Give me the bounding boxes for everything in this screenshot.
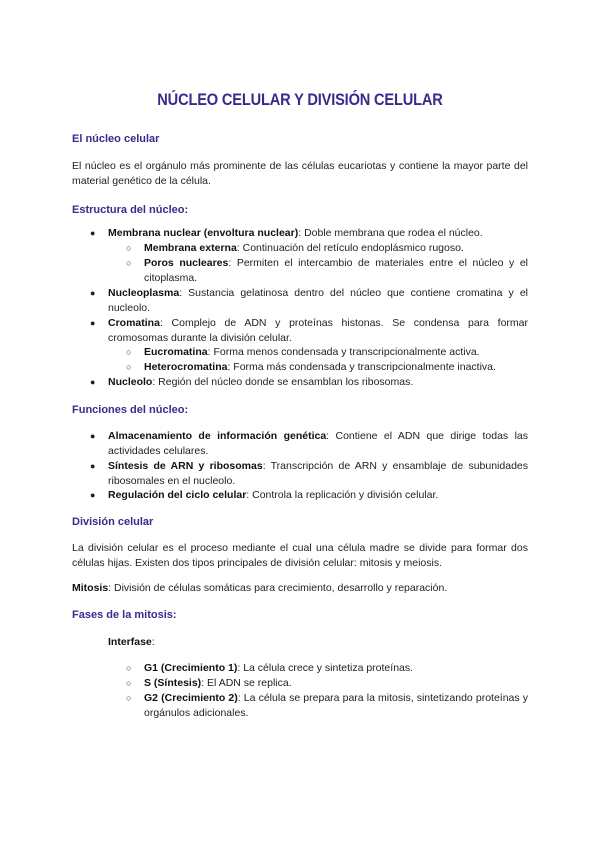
bullet-icon: ● bbox=[90, 288, 96, 298]
bullet-icon: ○ bbox=[126, 362, 132, 372]
description: : Transcripción de ARN y ensamblaje de subunidades ribosomales en el nucleolo. bbox=[108, 460, 528, 487]
page-title: NÚCLEO CELULAR Y DIVISIÓN CELULAR bbox=[157, 90, 443, 109]
term: Membrana nuclear (envoltura nuclear) bbox=[108, 227, 299, 239]
interfase-label: Interfase: bbox=[108, 636, 155, 648]
bullet-icon: ○ bbox=[126, 663, 132, 673]
description: : El ADN se replica. bbox=[201, 677, 292, 689]
paragraph-mitosis bbox=[72, 581, 528, 596]
term: Membrana externa bbox=[144, 242, 237, 254]
heading-funciones: Funciones del núcleo: bbox=[72, 404, 189, 416]
term: Heterocromatina bbox=[144, 361, 228, 373]
term: S (Síntesis) bbox=[144, 677, 202, 689]
description: : Doble membrana que rodea el núcleo. bbox=[298, 227, 483, 239]
term: Almacenamiento de información genética bbox=[108, 430, 327, 442]
paragraph-division: La división celular es el proceso mediante el cual una célula madre se divide para formar dos células hijas. Existen dos tipos principales de división celular: mitosis y meiosis. bbox=[72, 542, 528, 569]
bullet-icon: ● bbox=[90, 377, 96, 387]
term: Poros nucleares bbox=[144, 257, 229, 269]
bullet-icon: ○ bbox=[126, 347, 132, 357]
description: : Permiten el intercambio de materiales entre el núcleo y el citoplasma. bbox=[144, 257, 528, 284]
bullet-icon: ● bbox=[90, 461, 96, 471]
heading-nucleo: El núcleo celular bbox=[72, 133, 160, 145]
heading-estructura: Estructura del núcleo: bbox=[72, 204, 189, 216]
term: Nucleoplasma bbox=[108, 287, 180, 299]
bullet-icon: ● bbox=[90, 318, 96, 328]
paragraph-nucleo: El núcleo es el orgánulo más prominente de las células eucariotas y contiene la mayor parte del material genético de la célula. bbox=[72, 160, 528, 187]
bullet-icon: ○ bbox=[126, 243, 132, 253]
term: G1 (Crecimiento 1) bbox=[144, 662, 238, 674]
heading-division: División celular bbox=[72, 516, 154, 528]
term: Mitosis bbox=[72, 582, 109, 594]
term: Eucromatina bbox=[144, 346, 208, 358]
description: : Sustancia gelatinosa dentro del núcleo que contiene cromatina y el nucleolo. bbox=[108, 287, 528, 314]
description: : Región del núcleo donde se ensamblan los ribosomas. bbox=[152, 376, 414, 388]
description: : División de células somáticas para crecimiento, desarrollo y reparación. bbox=[108, 582, 448, 594]
description: : Controla la replicación y división celular. bbox=[246, 489, 439, 501]
term: Nucleolo bbox=[108, 376, 153, 388]
heading-fases: Fases de la mitosis: bbox=[72, 609, 177, 621]
bullet-icon: ○ bbox=[126, 693, 132, 703]
bullet-icon: ● bbox=[90, 490, 96, 500]
term: G2 (Crecimiento 2) bbox=[144, 692, 238, 704]
description: : Complejo de ADN y proteínas histonas. Se condensa para formar cromosomas durante la división celular. bbox=[108, 317, 528, 344]
term: Síntesis de ARN y ribosomas bbox=[108, 460, 263, 472]
term: Regulación del ciclo celular bbox=[108, 489, 247, 501]
description: : Forma más condensada y transcripcionalmente inactiva. bbox=[227, 361, 496, 373]
term: Cromatina bbox=[108, 317, 160, 329]
description: : Forma menos condensada y transcripcionalmente activa. bbox=[207, 346, 480, 358]
bullet-icon: ○ bbox=[126, 678, 132, 688]
description: : Contiene el ADN que dirige todas las actividades celulares. bbox=[108, 430, 528, 457]
bullet-icon: ● bbox=[90, 228, 96, 238]
bullet-icon: ○ bbox=[126, 258, 132, 268]
description: : La célula se prepara para la mitosis, sintetizando proteínas y orgánulos adicionales. bbox=[144, 692, 529, 719]
description: : Continuación del retículo endoplásmico rugoso. bbox=[236, 242, 464, 254]
bullet-icon: ● bbox=[90, 431, 96, 441]
description: : La célula crece y sintetiza proteínas. bbox=[237, 662, 414, 674]
